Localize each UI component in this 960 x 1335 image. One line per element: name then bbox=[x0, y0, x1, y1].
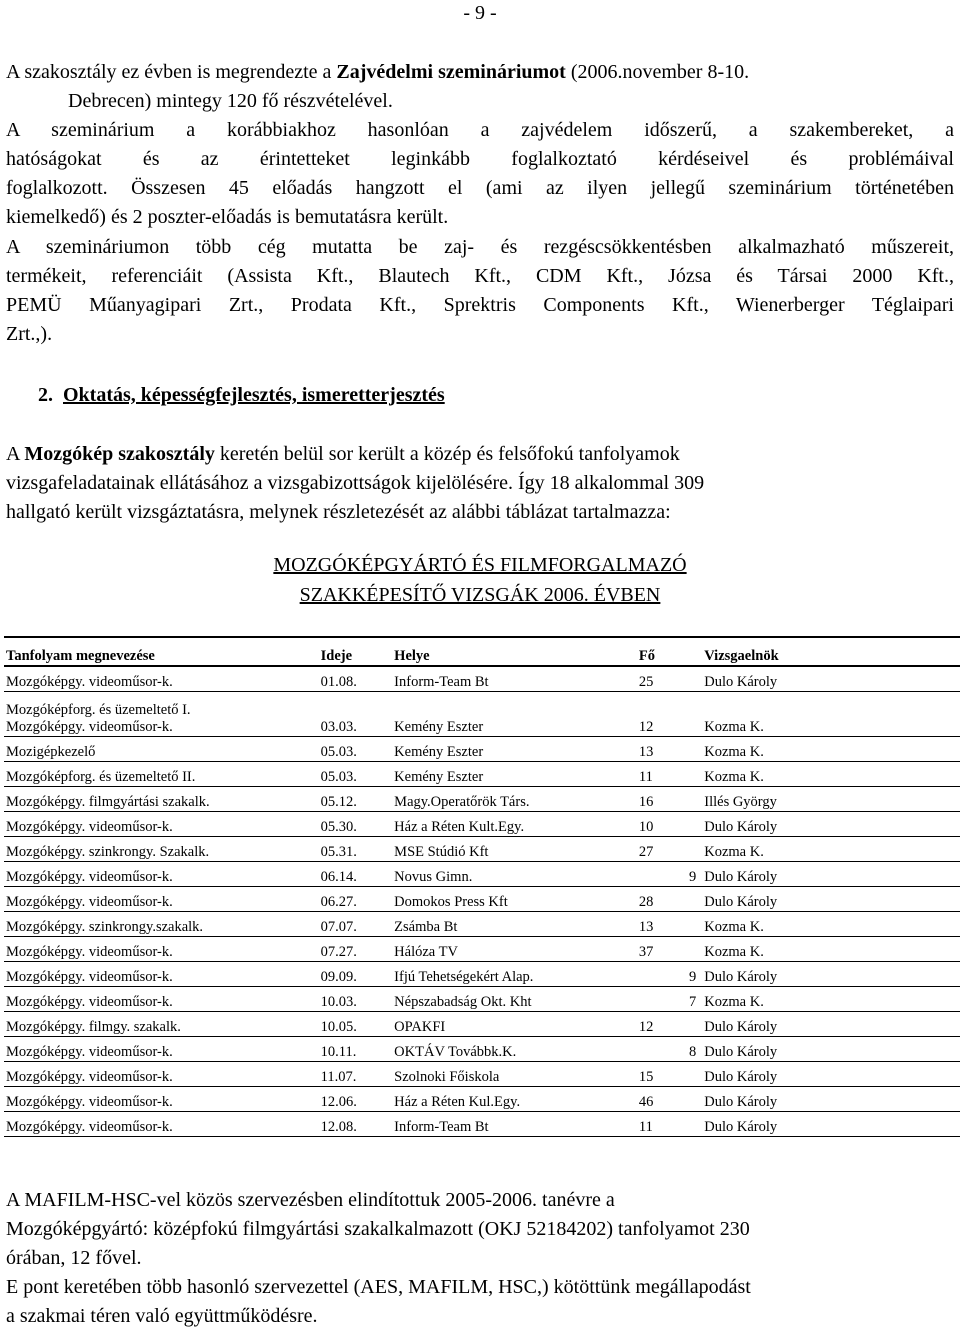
exam-place: Zsámba Bt bbox=[392, 912, 637, 937]
exam-date: 01.08. bbox=[319, 666, 393, 692]
paragraph-line: Mozgóképgyártó: középfokú filmgyártási szakalkalmazott (OKJ 52184202) tanfolyamot 230 bbox=[6, 1218, 750, 1240]
section-name: Mozgókép szakosztály bbox=[24, 443, 215, 465]
column-header: Vizsgaelnök bbox=[702, 637, 960, 666]
section-number: 2. bbox=[38, 384, 53, 406]
table-row bbox=[4, 762, 960, 787]
exam-chair: Kozma K. bbox=[702, 912, 960, 937]
exam-place: Szolnoki Főiskola bbox=[392, 1062, 637, 1087]
paragraph-line bbox=[6, 58, 749, 87]
course-name-line: Mozgóképforg. és üzemeltető I. bbox=[6, 702, 191, 718]
exam-chair: Dulo Károly bbox=[702, 962, 960, 987]
paragraph-line: kiemelkedő) és 2 poszter-előadás is bemutatásra került. bbox=[6, 206, 449, 228]
table-row bbox=[4, 912, 960, 937]
course-name: Mozgóképgy. videoműsor-k. bbox=[4, 1112, 319, 1137]
paragraph-line: A szemináriumon több cég mutatta be zaj- és rezgéscsökkentésben alkalmazható műszereit, bbox=[6, 236, 954, 258]
exam-place: Novus Gimn. bbox=[392, 862, 637, 887]
exam-date: 07.07. bbox=[319, 912, 393, 937]
paragraph-line: termékeit, referenciáit (Assista Kft., Blautech Kft., CDM Kft., Józsa és Társai 2000 Kft., bbox=[6, 265, 954, 287]
exam-date: 10.11. bbox=[319, 1037, 393, 1062]
exam-date: 06.27. bbox=[319, 887, 393, 912]
exam-date: 10.03. bbox=[319, 987, 393, 1012]
exam-place: Ifjú Tehetségekért Alap. bbox=[392, 962, 637, 987]
exam-place: OPAKFI bbox=[392, 1012, 637, 1037]
student-count: 28 bbox=[637, 887, 702, 912]
table-row bbox=[4, 887, 960, 912]
paragraph-line: PEMÜ Műanyagipari Zrt., Prodata Kft., Sprektris Components Kft., Wienerberger Téglaipari bbox=[6, 294, 954, 316]
course-name: Mozgóképgy. szinkrongy.szakalk. bbox=[4, 912, 319, 937]
exam-chair: Kozma K. bbox=[702, 937, 960, 962]
exam-chair: Dulo Károly bbox=[702, 1062, 960, 1087]
exam-chair: Dulo Károly bbox=[702, 1112, 960, 1137]
text-span: keretén belül sor került a közép és felsőfokú tanfolyamok bbox=[214, 443, 680, 465]
exam-chair: Kozma K. bbox=[702, 737, 960, 762]
exam-date: 05.12. bbox=[319, 787, 393, 812]
course-name-line: Mozgóképgy. videoműsor-k. bbox=[6, 719, 173, 735]
paragraph-exhibitors bbox=[6, 233, 954, 349]
column-header: Helye bbox=[392, 637, 637, 666]
table-row bbox=[4, 787, 960, 812]
paragraph-line: A szeminárium a korábbiakhoz hasonlóan a zajvédelem időszerű, a szakembereket, a bbox=[6, 119, 954, 141]
table-row bbox=[4, 987, 960, 1012]
table-row bbox=[4, 1087, 960, 1112]
course-name: Mozgóképgy. videoműsor-k. bbox=[4, 887, 319, 912]
exam-date: 12.06. bbox=[319, 1087, 393, 1112]
paragraph-line: hatóságokat és az érintetteket leginkább foglalkoztató kérdéseivel és problémáival bbox=[6, 148, 954, 170]
exam-place: Domokos Press Kft bbox=[392, 887, 637, 912]
table-title: SZAKKÉPESÍTŐ VIZSGÁK 2006. ÉVBEN bbox=[299, 584, 661, 606]
exam-place: Kemény Eszter bbox=[392, 762, 637, 787]
table-row bbox=[4, 666, 960, 692]
exam-chair: Dulo Károly bbox=[702, 812, 960, 837]
course-name: Mozgóképgy. videoműsor-k. bbox=[4, 1062, 319, 1087]
exam-place: Hálóza TV bbox=[392, 937, 637, 962]
exam-date: 05.03. bbox=[319, 762, 393, 787]
exam-place: Kemény Eszter bbox=[392, 692, 637, 737]
exam-table bbox=[4, 636, 960, 1137]
paragraph-line: vizsgafeladatainak ellátásához a vizsgabizottságok kijelölésére. Így 18 alkalommal 309 bbox=[6, 472, 705, 494]
exam-chair: Dulo Károly bbox=[702, 1037, 960, 1062]
table-row bbox=[4, 692, 960, 737]
course-name: Mozgóképgy. videoműsor-k. bbox=[4, 937, 319, 962]
exam-date: 07.27. bbox=[319, 937, 393, 962]
seminar-name: Zajvédelmi szemináriumot bbox=[336, 61, 566, 83]
paragraph-line: hallgató került vizsgáztatásra, melynek részletezését az alábbi táblázat tartalmazza: bbox=[6, 501, 671, 523]
exam-place: Inform-Team Bt bbox=[392, 1112, 637, 1137]
course-name: Mozgóképgy. videoműsor-k. bbox=[4, 862, 319, 887]
exam-date: 06.14. bbox=[319, 862, 393, 887]
text-span: A szakosztály ez évben is megrendezte a bbox=[6, 61, 337, 83]
table-row bbox=[4, 837, 960, 862]
text-span: (2006.november 8-10. bbox=[565, 61, 750, 83]
exam-chair: Dulo Károly bbox=[702, 1087, 960, 1112]
section-heading bbox=[38, 384, 445, 407]
exam-date: 05.31. bbox=[319, 837, 393, 862]
table-row bbox=[4, 962, 960, 987]
paragraph-seminar bbox=[6, 58, 749, 116]
student-count: 7 bbox=[637, 987, 702, 1012]
column-header: Fő bbox=[637, 637, 702, 666]
course-name: Mozgóképforg. és üzemeltető II. bbox=[4, 762, 319, 787]
exam-date: 11.07. bbox=[319, 1062, 393, 1087]
exam-chair: Dulo Károly bbox=[702, 666, 960, 692]
student-count: 9 bbox=[637, 862, 702, 887]
exam-chair: Kozma K. bbox=[702, 837, 960, 862]
student-count: 25 bbox=[637, 666, 702, 692]
exam-date: 05.30. bbox=[319, 812, 393, 837]
student-count: 12 bbox=[637, 692, 702, 737]
paragraph-motion-picture bbox=[6, 440, 704, 527]
paragraph-line bbox=[6, 440, 704, 469]
student-count: 15 bbox=[637, 1062, 702, 1087]
exam-chair: Dulo Károly bbox=[702, 1012, 960, 1037]
column-header: Ideje bbox=[319, 637, 393, 666]
exam-date: 05.03. bbox=[319, 737, 393, 762]
table-row bbox=[4, 1012, 960, 1037]
student-count: 27 bbox=[637, 837, 702, 862]
section-title: Oktatás, képességfejlesztés, ismeretterjesztés bbox=[63, 384, 445, 406]
course-name: Mozgóképgy. szinkrongy. Szakalk. bbox=[4, 837, 319, 862]
exam-date: 09.09. bbox=[319, 962, 393, 987]
course-name: Mozigépkezelő bbox=[4, 737, 319, 762]
paragraph-line: a szakmai téren való együttműködésre. bbox=[6, 1305, 318, 1327]
table-row bbox=[4, 737, 960, 762]
student-count: 13 bbox=[637, 737, 702, 762]
exam-chair: Dulo Károly bbox=[702, 862, 960, 887]
course-name: Mozgóképgy. videoműsor-k. bbox=[4, 666, 319, 692]
paragraph-line: E pont keretében több hasonló szervezettel (AES, MAFILM, HSC,) kötöttünk megállapodást bbox=[6, 1276, 751, 1298]
exam-place: Ház a Réten Kult.Egy. bbox=[392, 812, 637, 837]
column-header: Tanfolyam megnevezése bbox=[4, 637, 319, 666]
exam-place: Magy.Operatőrök Társ. bbox=[392, 787, 637, 812]
exam-date: 12.08. bbox=[319, 1112, 393, 1137]
paragraph-line: órában, 12 fővel. bbox=[6, 1247, 142, 1269]
exam-chair: Illés György bbox=[702, 787, 960, 812]
paragraph-line: foglalkozott. Összesen 45 előadás hangzott el (ami az ilyen jellegű szeminárium történetében bbox=[6, 177, 954, 199]
student-count: 13 bbox=[637, 912, 702, 937]
page-number: - 9 - bbox=[463, 2, 497, 24]
paragraph-line: A MAFILM-HSC-vel közös szervezésben elindítottuk 2005-2006. tanévre a bbox=[6, 1189, 615, 1211]
student-count: 11 bbox=[637, 1112, 702, 1137]
text-span: A bbox=[6, 443, 25, 465]
paragraph-mafilm bbox=[6, 1186, 750, 1273]
student-count: 8 bbox=[637, 1037, 702, 1062]
exam-chair: Kozma K. bbox=[702, 762, 960, 787]
student-count: 37 bbox=[637, 937, 702, 962]
course-name: Mozgóképgy. videoműsor-k. bbox=[4, 987, 319, 1012]
student-count: 12 bbox=[637, 1012, 702, 1037]
exam-place: Népszabadság Okt. Kht bbox=[392, 987, 637, 1012]
paragraph-seminar-details bbox=[6, 116, 954, 232]
student-count: 46 bbox=[637, 1087, 702, 1112]
student-count: 10 bbox=[637, 812, 702, 837]
exam-place: MSE Stúdió Kft bbox=[392, 837, 637, 862]
table-row bbox=[4, 1062, 960, 1087]
course-name: Mozgóképgy. videoműsor-k. bbox=[4, 1087, 319, 1112]
exam-place: Ház a Réten Kul.Egy. bbox=[392, 1087, 637, 1112]
table-row bbox=[4, 812, 960, 837]
course-name: Mozgóképgy. filmgyártási szakalk. bbox=[4, 787, 319, 812]
exam-chair: Kozma K. bbox=[702, 987, 960, 1012]
course-name: Mozgóképgy. videoműsor-k. bbox=[4, 1037, 319, 1062]
exam-chair: Kozma K. bbox=[702, 692, 960, 737]
paragraph-cooperation bbox=[6, 1273, 751, 1331]
course-name: Mozgóképgy. videoműsor-k. bbox=[4, 812, 319, 837]
student-count: 9 bbox=[637, 962, 702, 987]
exam-date: 10.05. bbox=[319, 1012, 393, 1037]
exam-place: OKTÁV Továbbk.K. bbox=[392, 1037, 637, 1062]
table-title: MOZGÓKÉPGYÁRTÓ ÉS FILMFORGALMAZÓ bbox=[273, 554, 687, 576]
exam-place: Inform-Team Bt bbox=[392, 666, 637, 692]
table-row bbox=[4, 937, 960, 962]
exam-chair: Dulo Károly bbox=[702, 887, 960, 912]
table-row bbox=[4, 1037, 960, 1062]
table-row bbox=[4, 1112, 960, 1137]
paragraph-line: Debrecen) mintegy 120 fő részvételével. bbox=[68, 90, 393, 112]
exam-place: Kemény Eszter bbox=[392, 737, 637, 762]
course-name: Mozgóképgy. videoműsor-k. bbox=[4, 962, 319, 987]
student-count: 16 bbox=[637, 787, 702, 812]
course-name bbox=[4, 692, 319, 737]
table-row bbox=[4, 862, 960, 887]
student-count: 11 bbox=[637, 762, 702, 787]
paragraph-line: Zrt.,). bbox=[6, 323, 53, 345]
exam-date: 03.03. bbox=[319, 692, 393, 737]
table-header-row bbox=[4, 637, 960, 666]
course-name: Mozgóképgy. filmgy. szakalk. bbox=[4, 1012, 319, 1037]
